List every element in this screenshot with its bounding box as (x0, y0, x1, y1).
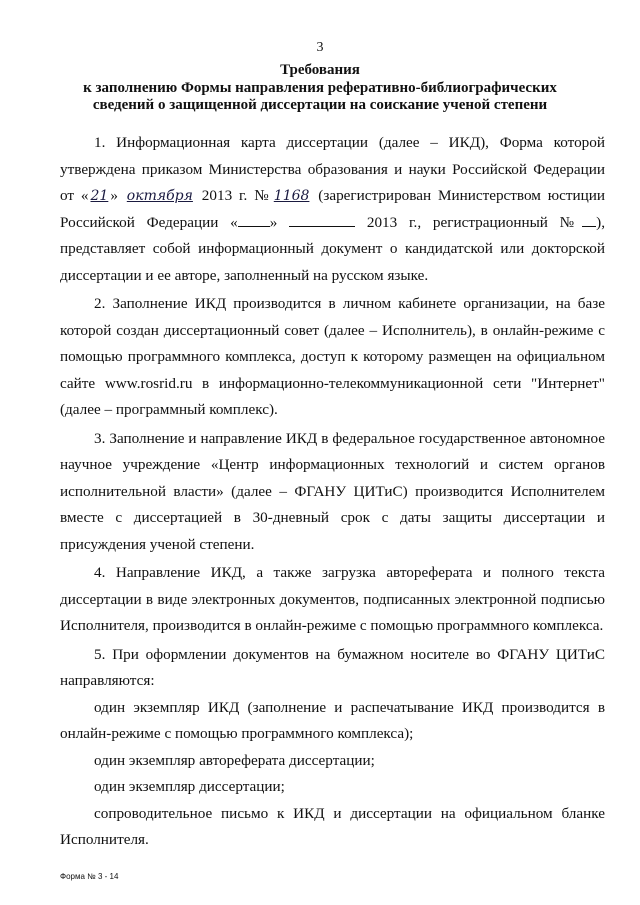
form-footer: Форма № 3 - 14 (60, 872, 119, 881)
title-line-2: к заполнению Формы направления реферативно-библиографических (83, 79, 557, 96)
p1-text-a: 1. Информационная карта диссертации (далее – ИКД), Форма которой утверждена приказом Министерства образования и науки Российской Федерации от « (60, 134, 605, 204)
handwritten-number: 1168 (273, 188, 310, 204)
blank-month (289, 212, 355, 227)
p1-text-e: » (269, 213, 290, 231)
title-line-3: сведений о защищенной диссертации на соискание ученой степени (92, 97, 548, 113)
paragraph-4: 4. Направление ИКД, а также загрузка автореферата и полного текста диссертации в виде электронных документов, подписанных электронной подписью Исполнителя, производится в онлайн-режиме с помощью программного комплекса. (60, 564, 605, 634)
paragraph-5: 5. При оформлении документов на бумажном носителе во ФГАНУ ЦИТиС направляются: (60, 645, 605, 689)
p1-text-f: 2013 г., регистрационный № (355, 213, 583, 231)
blank-reg-number (582, 212, 596, 227)
handwritten-month: октября (126, 188, 193, 204)
paragraph-3: 3. Заполнение и направление ИКД в федеральное государственное автономное научное учреждение «Центр информационных технологий и систем органов исполнительной власти» (далее – ФГАНУ ЦИТиС) производится Исполнителем вместе с диссертацией в 30-дневный срок с даты защиты диссертации и присуждения ученой степени. (60, 429, 605, 553)
list-item: один экземпляр диссертации; (94, 778, 285, 795)
p1-text-c: 2013 г. № (194, 187, 272, 204)
page-number: 3 (316, 40, 324, 55)
blank-day (238, 212, 270, 227)
list-item: один экземпляр ИКД (заполнение и распечатывание ИКД производится в онлайн-режиме с помощью программного комплекса); (60, 698, 605, 742)
paragraph-1 (60, 130, 605, 289)
paragraph-2: 2. Заполнение ИКД производится в личном кабинете организации, на базе которой создан диссертационный совет (далее – Исполнитель), в онлайн-режиме с помощью программного комплекса, доступ к которому размещен на официальном сайте www.rosrid.ru в информационно-телекоммуникационной сети "Интернет" (далее – программный комплекс). (60, 295, 605, 418)
handwritten-day: 21 (90, 188, 109, 204)
list-item: один экземпляр автореферата диссертации; (94, 751, 375, 769)
list-item: сопроводительное письмо к ИКД и диссертации на официальном бланке Исполнителя. (60, 804, 605, 848)
p1-text-g: ), представляет собой информационный документ о кандидатской или докторской диссертации и ее авторе, заполненный на русском языке. (60, 213, 606, 284)
title-line-1: Требования (280, 62, 360, 78)
p1-text-d: (зарегистрирован Министерством юстиции Российской Федерации « (60, 187, 606, 231)
document-title (0, 62, 640, 115)
document-body (60, 130, 605, 854)
p1-text-b: » (110, 187, 118, 204)
